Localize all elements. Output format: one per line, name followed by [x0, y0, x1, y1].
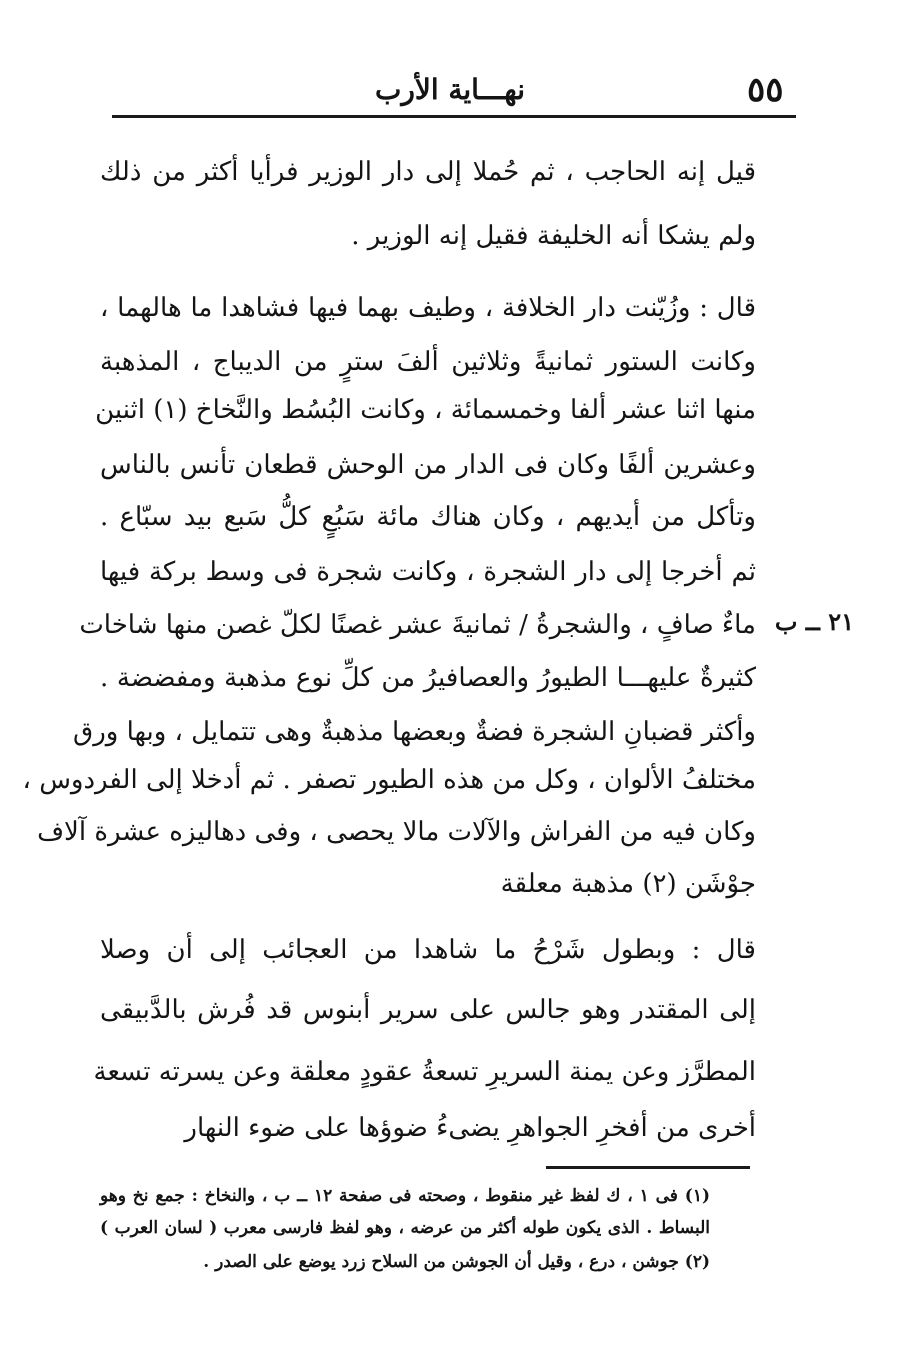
- header-divider: [112, 115, 796, 118]
- footnote-line: (٢) جوشن ، درع ، وقيل أن الجوشن من السلاح زرد يوضع على الصدر .: [203, 1252, 710, 1272]
- body-line: ماءٌ صافٍ ، والشجرةُ / ثمانيةَ عشر غصنًا لكلّ غصن منها شاخات: [79, 610, 756, 640]
- body-line: قيل إنه الحاجب ، ثم حُملا إلى دار الوزير فرأيا أكثر من ذلك: [100, 157, 756, 187]
- body-line: وتأكل من أيديهم ، وكان هناك مائة سَبُعٍ كلُّ سَبع بيد سبّاع .: [100, 502, 756, 532]
- body-line: قال : وزُيّنت دار الخلافة ، وطيف بهما فيها فشاهدا ما هالهما ،: [100, 293, 756, 323]
- body-line: وكان فيه من الفراش والآلات مالا يحصى ، وفى دهاليزه عشرة آلاف: [37, 817, 756, 847]
- footnote-line: (١) فى ١ ، ك لفظ غير منقوط ، وصحته فى صفحة ١٢ ــ ب ، والنخاخ : جمع نخ وهو: [100, 1186, 710, 1206]
- page-number: ٥٥: [747, 70, 784, 110]
- body-line: وأكثر قضبانِ الشجرة فضةٌ وبعضها مذهبةٌ وهى تتمايل ، وبها ورق: [73, 717, 756, 747]
- body-line: ثم أخرجا إلى دار الشجرة ، وكانت شجرة فى وسط بركة فيها: [100, 557, 756, 587]
- margin-folio-note: ٢١ ــ ب: [774, 607, 854, 636]
- body-line: قال : وبطول شَرْحُ ما شاهدا من العجائب إلى أن وصلا: [100, 935, 756, 965]
- footnote-divider: [546, 1166, 750, 1169]
- body-line: إلى المقتدر وهو جالس على سرير أبنوس قد فُرش بالدَّبيقى: [100, 995, 756, 1025]
- running-header-title: نهـــاية الأرب: [374, 73, 526, 106]
- body-line: وعشرين ألفًا وكان فى الدار من الوحش قطعان تأنس بالناس: [100, 450, 756, 480]
- body-line: جوْشَن (٢) مذهبة معلقة: [500, 869, 756, 899]
- body-line: كثيرةٌ عليهـــا الطيورُ والعصافيرُ من كلِّ نوع مذهبة ومفضضة .: [100, 663, 756, 693]
- footnote-line: البساط . الذى يكون طوله أكثر من عرضه ، وهو لفظ فارسى معرب ( لسان العرب ): [100, 1218, 710, 1238]
- body-line: ولم يشكا أنه الخليفة فقيل إنه الوزير .: [351, 221, 756, 251]
- body-line: أخرى من أفخرِ الجواهرِ يضىءُ ضوؤها على ضوء النهار: [184, 1113, 756, 1143]
- body-line: مختلفُ الألوان ، وكل من هذه الطيور تصفر . ثم أدخلا إلى الفردوس ،: [22, 765, 756, 795]
- body-line: منها اثنا عشر ألفا وخمسمائة ، وكانت البُسُط والنَّخاخ (١) اثنين: [95, 395, 756, 425]
- body-line: المطرَّز وعن يمنة السريرِ تسعةُ عقودٍ معلقة وعن يسرته تسعة: [93, 1057, 756, 1087]
- body-line: وكانت الستور ثمانيةً وثلاثين ألفَ سترٍ من الديباج ، المذهبة: [100, 347, 756, 377]
